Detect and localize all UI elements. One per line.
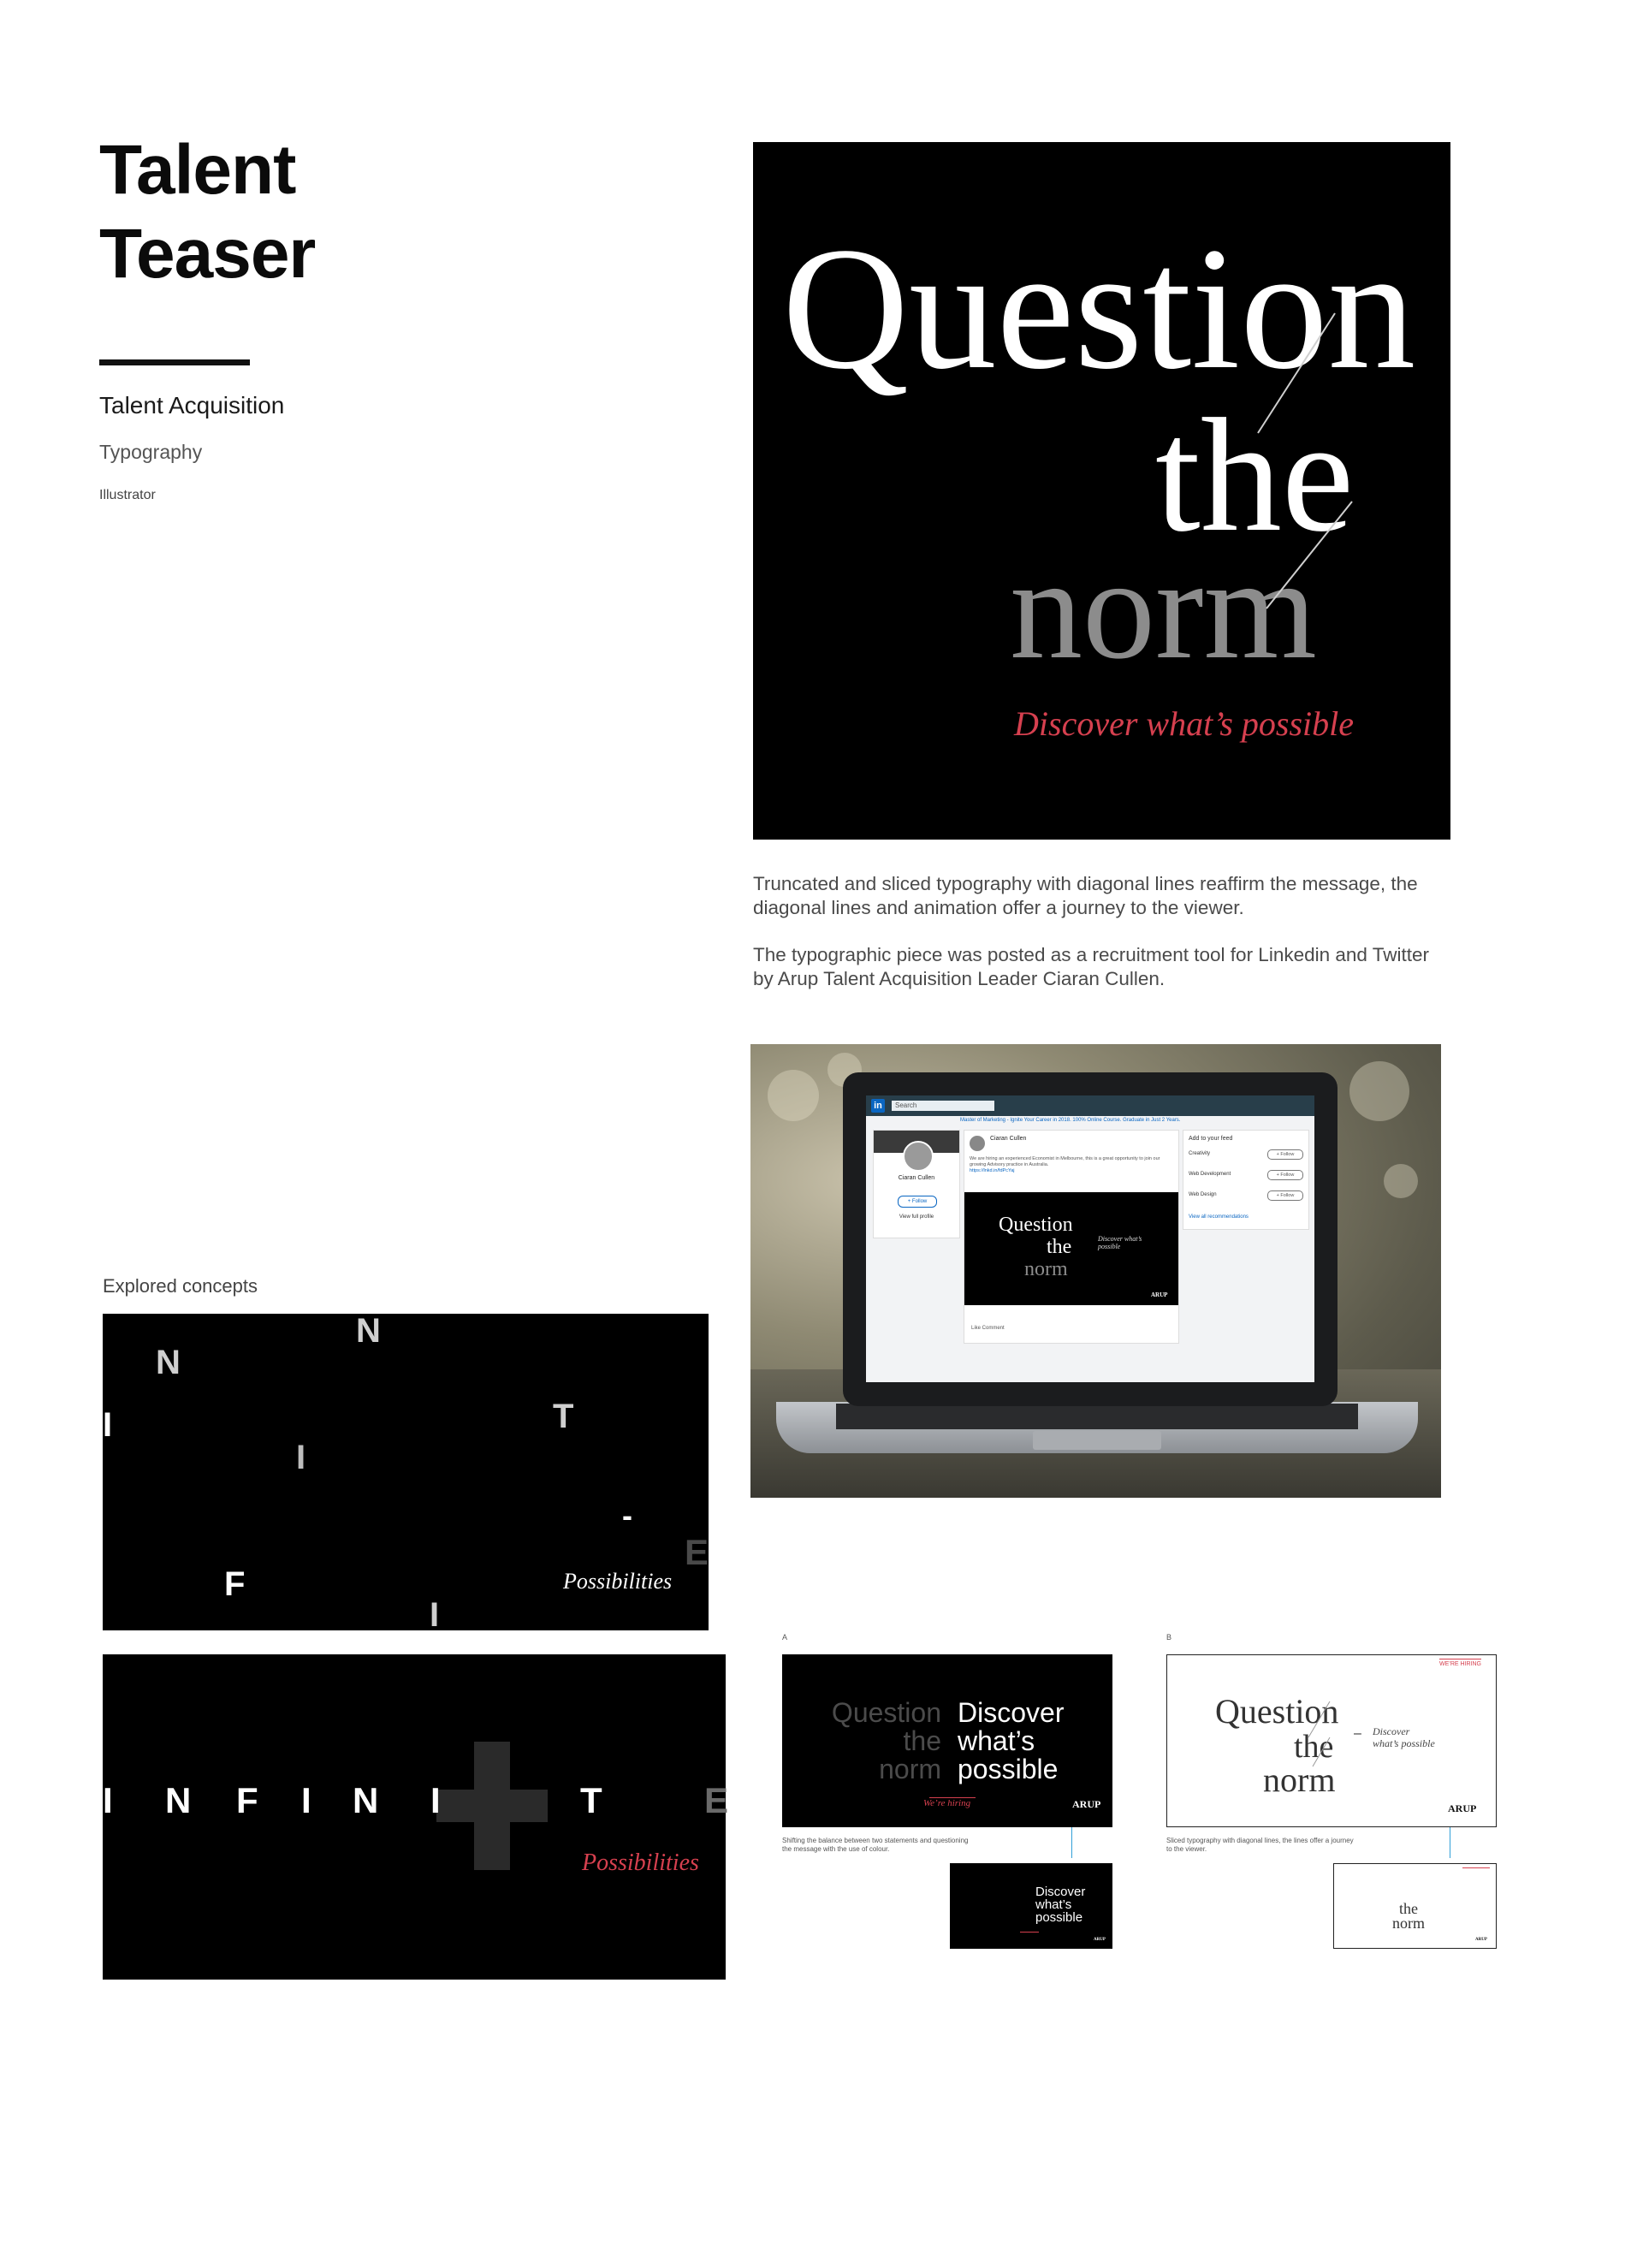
variant-a-grey-line: norm bbox=[879, 1754, 941, 1784]
post-image-line-2: the bbox=[1047, 1236, 1072, 1258]
variant-a-small-line: possible bbox=[1035, 1910, 1083, 1925]
concept-1-word: Possibilities bbox=[563, 1569, 673, 1594]
concept-1-letter: I bbox=[103, 1406, 113, 1444]
concept-1-letter: F bbox=[224, 1565, 246, 1603]
variant-b-small-rule bbox=[1462, 1867, 1490, 1868]
post-image bbox=[964, 1192, 1178, 1305]
post-text bbox=[970, 1156, 1171, 1174]
variant-a-frame-small bbox=[950, 1863, 1112, 1949]
variant-b-small-logo: ARUP bbox=[1475, 1938, 1487, 1942]
variant-a-arrow bbox=[1071, 1827, 1072, 1858]
variant-b-small-line: the bbox=[1399, 1900, 1418, 1917]
follow-button: + Follow bbox=[898, 1196, 937, 1208]
laptop-keyboard bbox=[836, 1404, 1358, 1429]
variant-a-logo: ARUP bbox=[1072, 1798, 1101, 1810]
feed-follow-button: + Follow bbox=[1267, 1149, 1303, 1160]
description-paragraph-2: The typographic piece was posted as a recruitment tool for Linkedin and Twitter by Arup Talent Acquisition Leader Ciaran Cullen. bbox=[753, 944, 1430, 989]
variant-b-hiring: WE’RE HIRING bbox=[1439, 1659, 1481, 1667]
concept-2-letter: N bbox=[353, 1780, 379, 1820]
post-image-tagline: Discover what’s possible bbox=[1098, 1235, 1142, 1250]
concept-2-letter: I bbox=[103, 1780, 113, 1820]
discipline-label: Typography bbox=[99, 441, 203, 463]
variant-b-dash: – bbox=[1354, 1726, 1361, 1741]
description-paragraph-1: Truncated and sliced typography with diagonal lines reaffirm the message, the diagonal lines and animation offer a journey to the viewer. bbox=[753, 873, 1418, 918]
feed-title: Add to your feed bbox=[1189, 1136, 1233, 1142]
linkedin-post bbox=[964, 1130, 1179, 1344]
tool-label: Illustrator bbox=[99, 488, 156, 502]
concept-1-letter: I bbox=[296, 1439, 306, 1476]
post-body: We are hiring an experienced Economist in Melbourne, this is a great opportunity to join our growing Advisory practice in Australia. bbox=[970, 1156, 1160, 1167]
view-profile-link: View full profile bbox=[899, 1214, 934, 1220]
feed-follow-button: + Follow bbox=[1267, 1170, 1303, 1180]
variant-a-white-line: what’s bbox=[958, 1725, 1035, 1756]
hero-diagonal-lines bbox=[753, 142, 1450, 840]
feed-recommendations-link: View all recommendations bbox=[1189, 1214, 1249, 1220]
linkedin-search: Search bbox=[892, 1101, 994, 1111]
concept-2-frame bbox=[103, 1654, 729, 1980]
explored-concepts-heading: Explored concepts bbox=[103, 1275, 258, 1297]
laptop-mockup-photo bbox=[750, 1044, 1441, 1498]
concept-2-letter: F bbox=[236, 1780, 258, 1820]
hero-tagline: Discover what’s possible bbox=[1014, 704, 1355, 743]
variant-a-label: A bbox=[782, 1633, 788, 1642]
variant-a-small-rule bbox=[1020, 1932, 1039, 1933]
variant-a-grey-line: Question bbox=[831, 1697, 941, 1728]
concept-1-letter: I bbox=[430, 1596, 440, 1634]
variant-a-white-line: Discover bbox=[958, 1697, 1065, 1728]
title-divider bbox=[99, 359, 250, 365]
variant-b-caption: Sliced typography with diagonal lines, the lines offer a journey to the viewer. bbox=[1166, 1837, 1354, 1853]
hero-word-the: the bbox=[1155, 386, 1355, 566]
concept-2-letter: I bbox=[301, 1780, 311, 1820]
post-image-logo: ARUP bbox=[1151, 1291, 1168, 1298]
plus-shape bbox=[436, 1742, 548, 1870]
post-link: https://lnkd.in/fdPcYaj bbox=[970, 1168, 1015, 1173]
avatar bbox=[903, 1141, 934, 1172]
variant-b-logo: ARUP bbox=[1448, 1802, 1477, 1814]
concept-2-letter: I bbox=[430, 1780, 441, 1820]
feed-item: Creativity bbox=[1189, 1151, 1211, 1156]
concept-1-letter: N bbox=[156, 1344, 181, 1381]
post-avatar bbox=[970, 1136, 985, 1151]
variant-a-small-text bbox=[1035, 1885, 1085, 1924]
profile-name: Ciaran Cullen bbox=[898, 1175, 935, 1181]
concept-2-letter: N bbox=[165, 1780, 192, 1820]
variant-b-tagline-line: Discover bbox=[1373, 1725, 1410, 1737]
variant-a-white-line: possible bbox=[958, 1754, 1059, 1784]
feed-item: Web Design bbox=[1189, 1192, 1217, 1197]
concept-2-word: Possibilities bbox=[582, 1849, 699, 1876]
concept-2-letter: E bbox=[704, 1780, 729, 1820]
variant-a-caption: Shifting the balance between two statements and questioning the message with the use of colour. bbox=[782, 1837, 969, 1853]
concept-1-letter: T bbox=[553, 1398, 574, 1435]
variant-b-tagline-line: what’s possible bbox=[1373, 1737, 1435, 1749]
variant-b-label: B bbox=[1166, 1633, 1172, 1642]
variant-b-small-text bbox=[1392, 1902, 1425, 1931]
variant-b-line: Question bbox=[1215, 1692, 1339, 1731]
variant-a-small-line: Discover bbox=[1035, 1885, 1086, 1899]
hero-poster bbox=[753, 142, 1450, 840]
linkedin-promo: Master of Marketing - Ignite Your Career in 2018. 100% Online Course. Graduate in Just 2 Years. bbox=[960, 1118, 1181, 1123]
post-image-line-3: norm bbox=[1024, 1258, 1068, 1280]
variant-a-small-logo: ARUP bbox=[1094, 1938, 1106, 1942]
linkedin-logo: in bbox=[871, 1099, 885, 1113]
profile-card bbox=[873, 1130, 960, 1238]
feed-suggestions bbox=[1183, 1130, 1309, 1230]
concept-1-letter: N bbox=[356, 1312, 381, 1350]
feed-follow-button: + Follow bbox=[1267, 1190, 1303, 1201]
variant-b-frame bbox=[1166, 1654, 1497, 1827]
title-line-2: Teaser bbox=[99, 215, 316, 293]
variant-b-line: the bbox=[1294, 1729, 1334, 1765]
variant-a-grey-line: the bbox=[903, 1725, 941, 1756]
variant-a-frame bbox=[782, 1654, 1112, 1827]
linkedin-navbar bbox=[866, 1095, 1314, 1116]
department-label: Talent Acquisition bbox=[99, 392, 285, 419]
concept-2-letter: T bbox=[580, 1780, 602, 1820]
page-title bbox=[99, 128, 613, 296]
feed-item: Web Development bbox=[1189, 1172, 1231, 1177]
title-line-1: Talent bbox=[99, 131, 296, 209]
concept-1-letter: E bbox=[685, 1532, 709, 1572]
variant-b-frame-small bbox=[1333, 1863, 1497, 1949]
post-author: Ciaran Cullen bbox=[990, 1136, 1027, 1142]
linkedin-screen bbox=[866, 1095, 1314, 1382]
concept-1-frame bbox=[103, 1312, 709, 1634]
laptop-trackpad bbox=[1033, 1431, 1161, 1450]
hero-word-question: Question bbox=[782, 211, 1416, 406]
variant-a-small-line: what’s bbox=[1035, 1897, 1072, 1912]
post-actions: Like Comment bbox=[971, 1326, 1005, 1331]
variant-a-hiring: We’re hiring bbox=[923, 1798, 971, 1808]
post-image-line-1: Question bbox=[999, 1214, 1073, 1236]
variant-b-small-line: norm bbox=[1392, 1915, 1425, 1932]
variant-b-line: norm bbox=[1263, 1760, 1336, 1799]
hero-word-norm: norm bbox=[1010, 528, 1317, 689]
concept-1-letter: - bbox=[622, 1498, 632, 1533]
